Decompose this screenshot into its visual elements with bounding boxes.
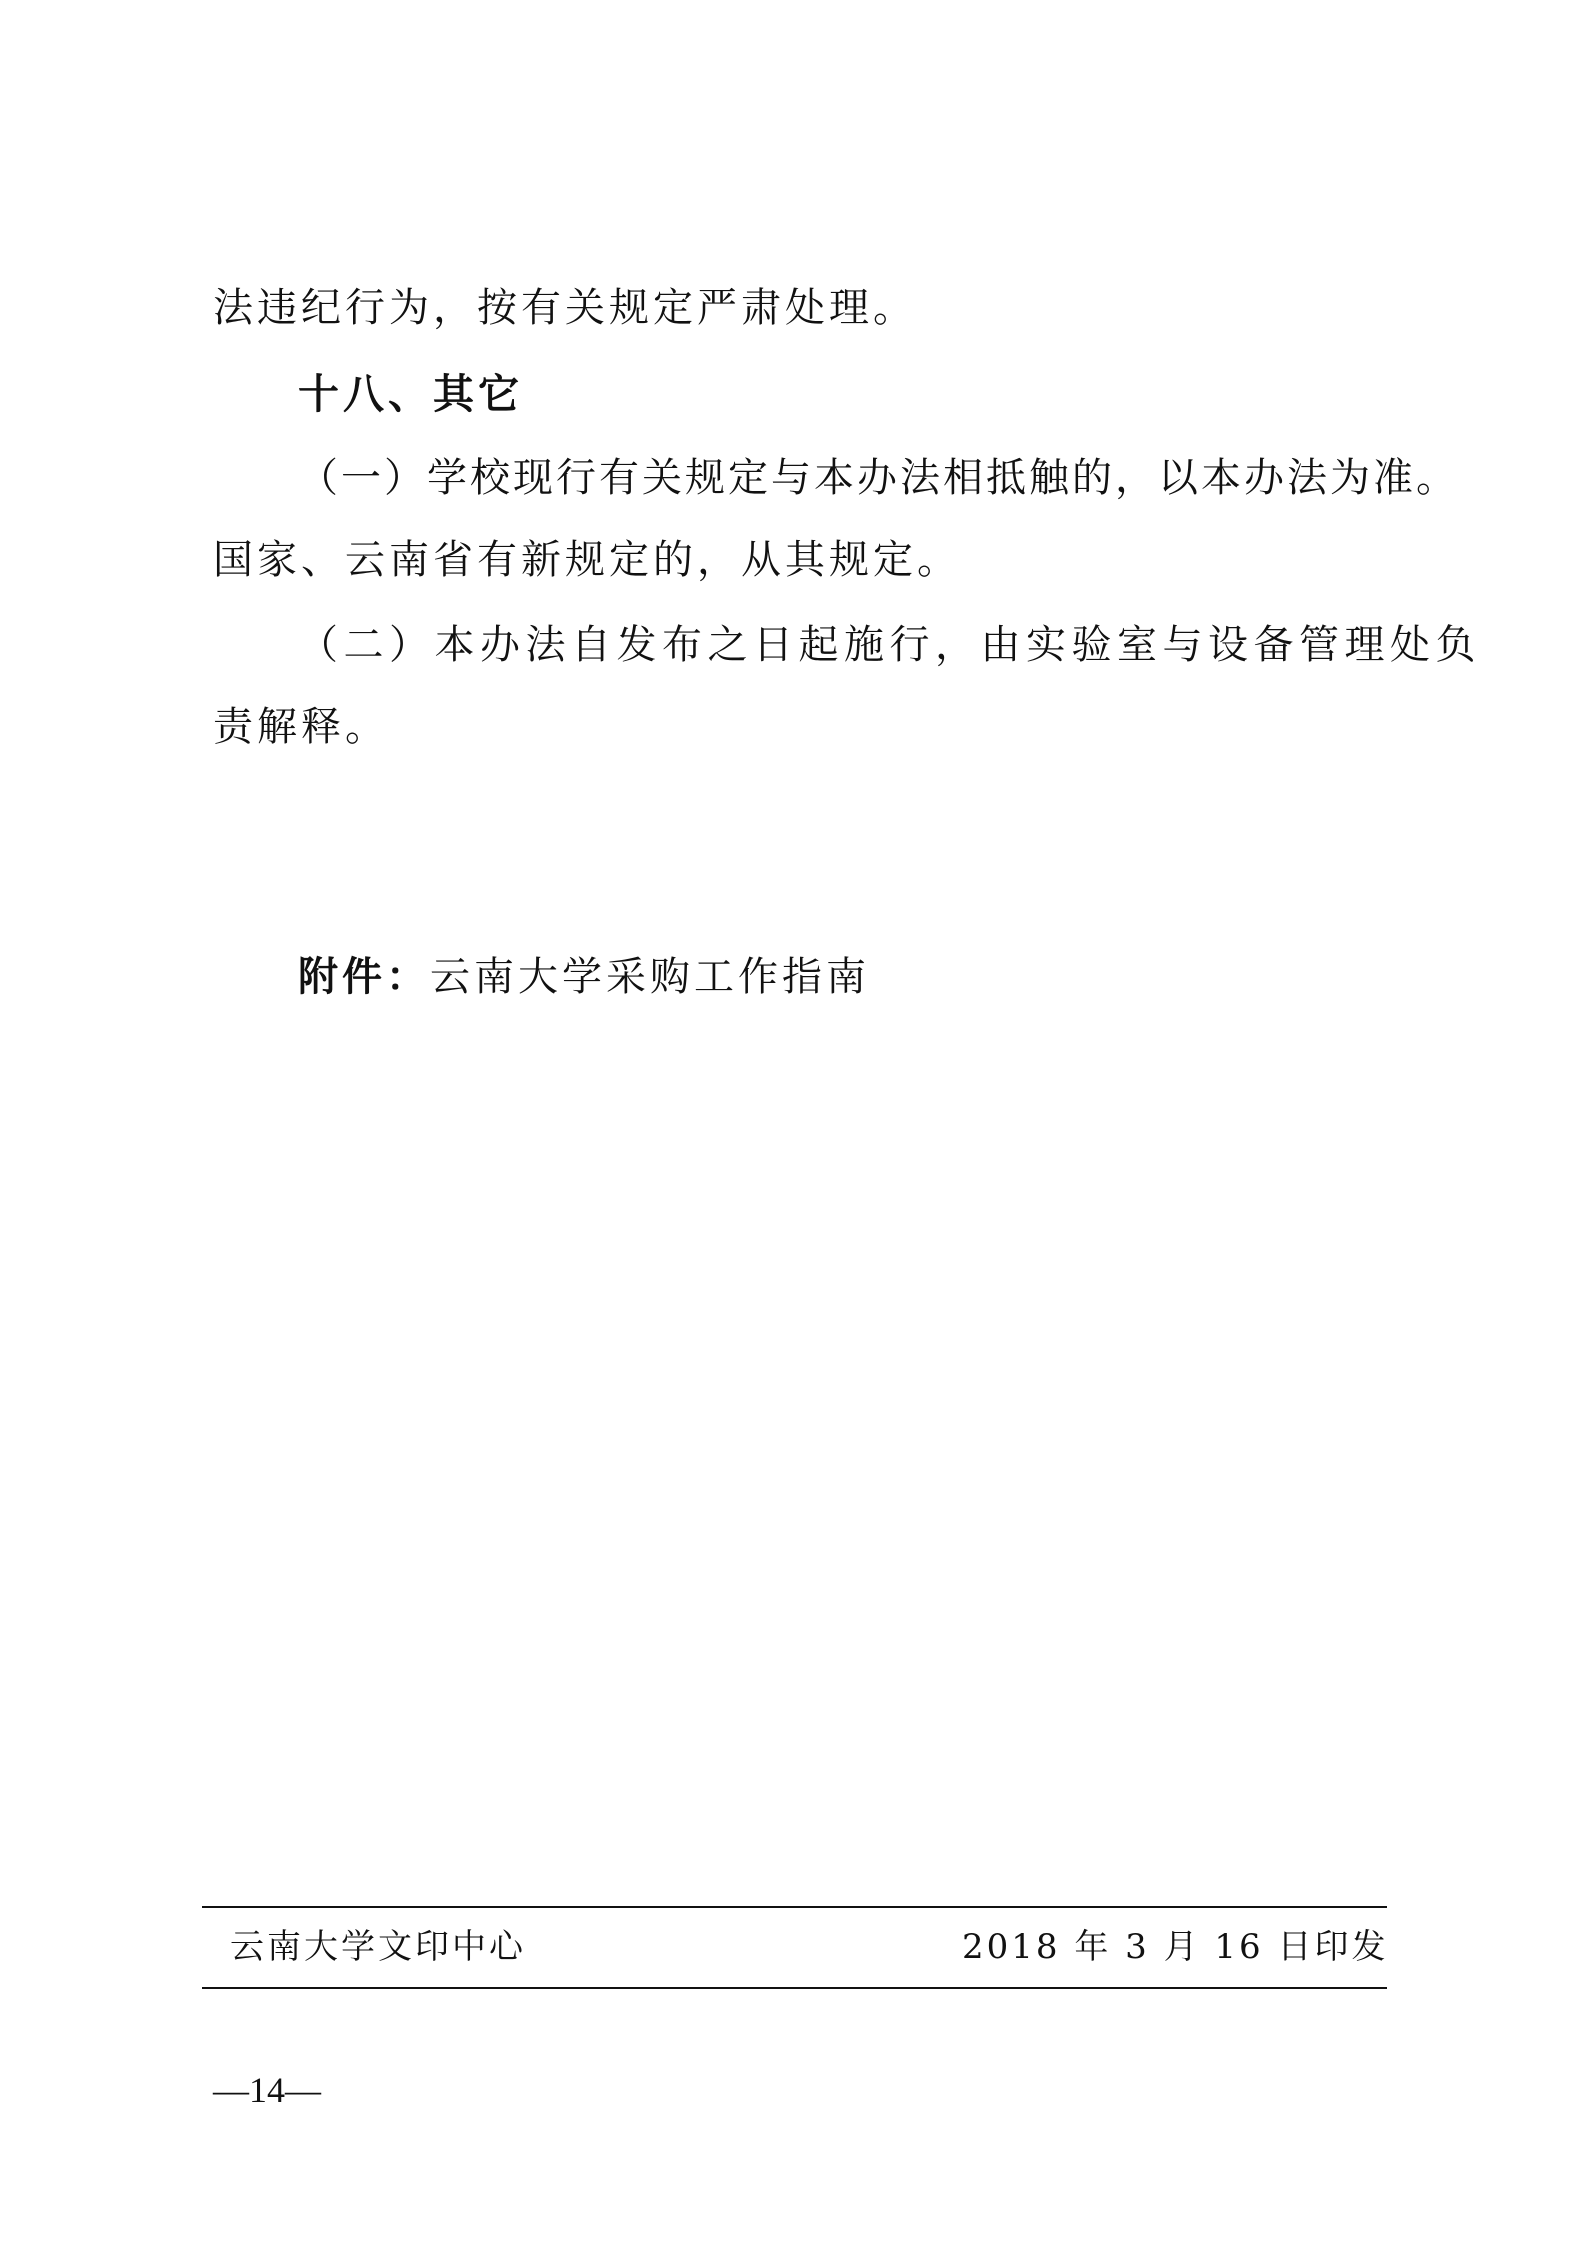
footer-issuer: 云南大学文印中心: [230, 1927, 526, 1967]
body-text-line: 国家、云南省有新规定的，从其规定。: [213, 537, 961, 583]
footer-rule-top: [202, 1906, 1387, 1908]
attachment-label: 附件：: [298, 954, 430, 1000]
body-text-line: 责解释。: [213, 704, 389, 750]
attachment-title: 云南大学采购工作指南: [430, 954, 870, 1000]
body-text-line: （一）学校现行有关规定与本办法相抵触的，以本办法为准。: [298, 455, 1459, 501]
attachment-note: [298, 954, 870, 1000]
footer-rule-bottom: [202, 1987, 1387, 1989]
footer-date: 2018 年 3 月 16 日印发: [962, 1927, 1389, 1967]
body-text-line: （二）本办法自发布之日起施行，由实验室与设备管理处负: [298, 622, 1481, 668]
body-text-line: 法违纪行为，按有关规定严肃处理。: [213, 285, 917, 331]
section-heading: 十八、其它: [298, 370, 523, 418]
page-number: —14—: [213, 2070, 321, 2110]
